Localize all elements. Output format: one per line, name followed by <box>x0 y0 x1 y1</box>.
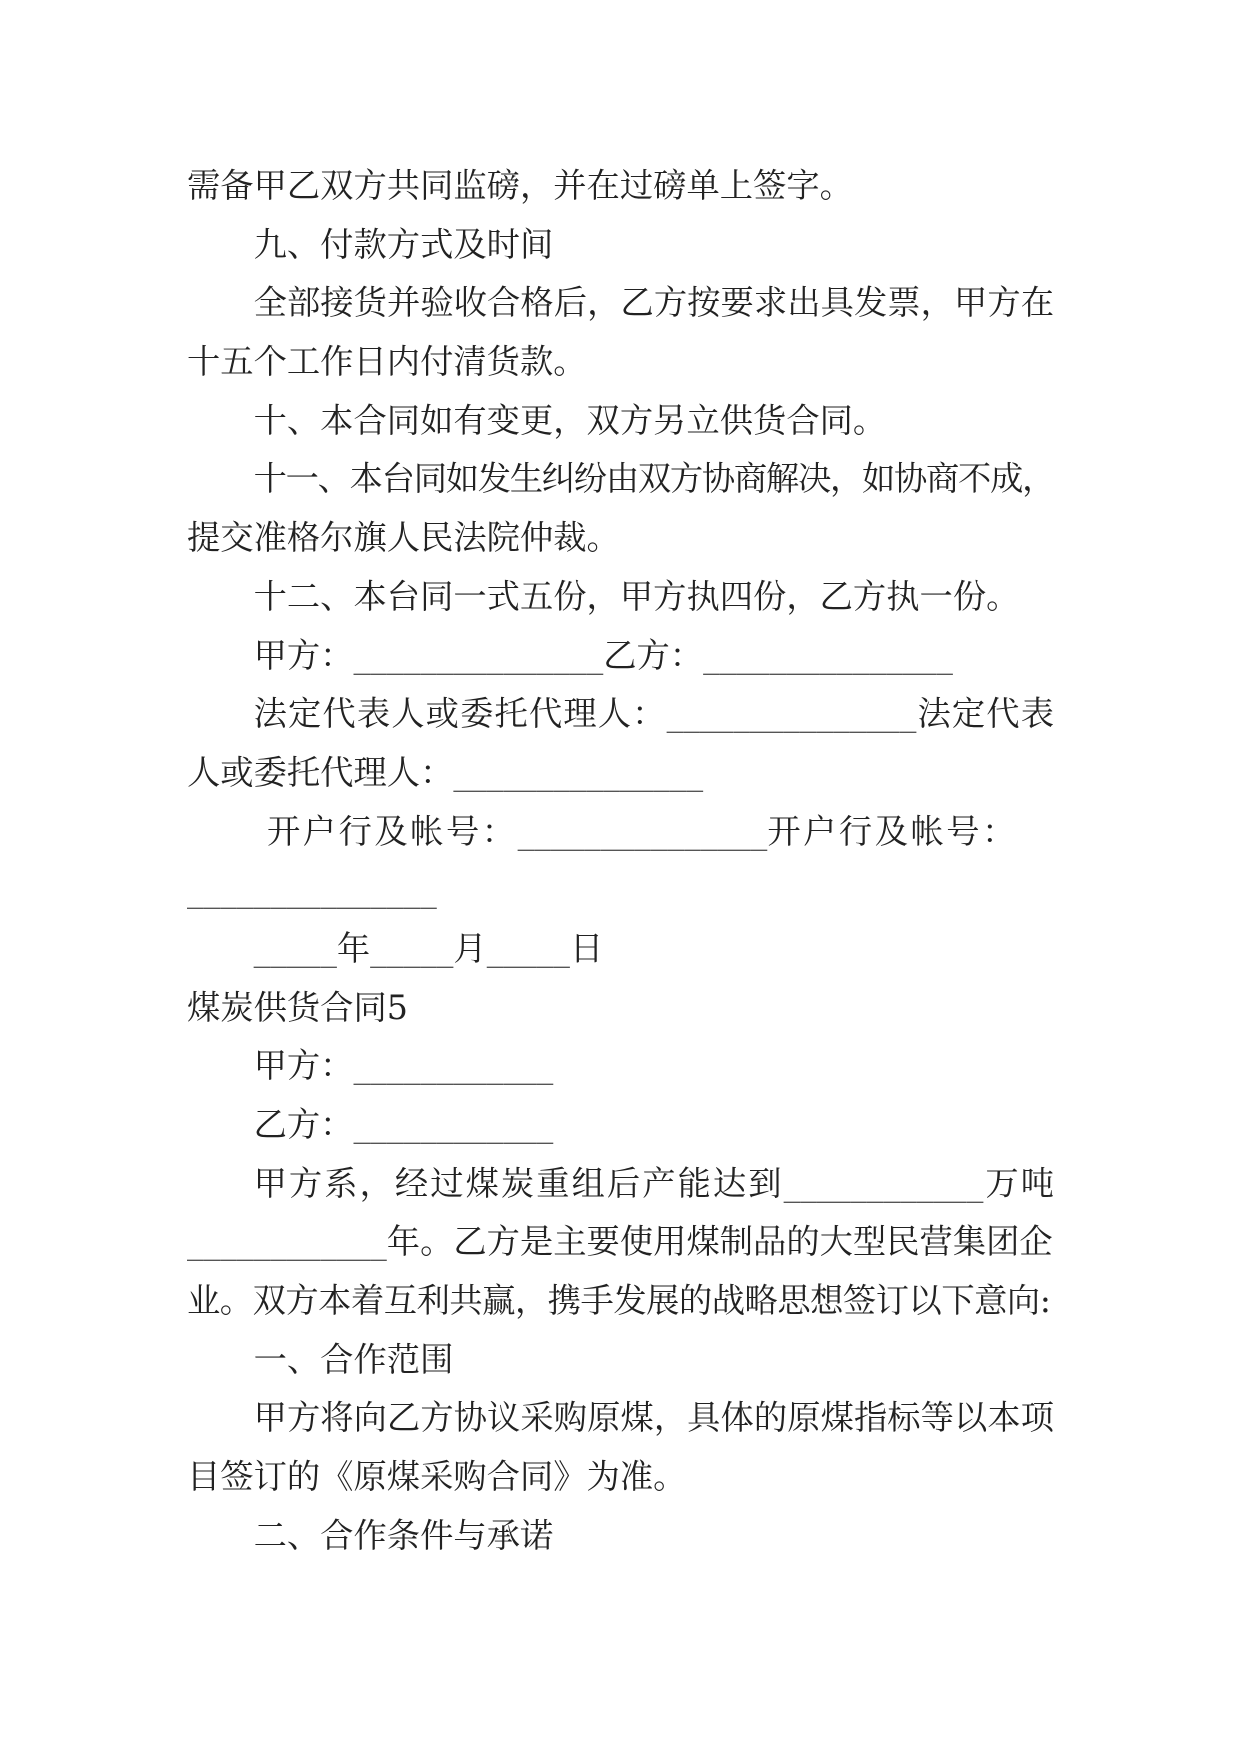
bank-account-line-continued <box>187 861 1054 920</box>
representative-label-end: 人或委托代理人： <box>187 752 454 792</box>
party-b-label: 乙方： <box>253 1105 354 1144</box>
paragraph-line: 目签订的《原煤采购合同》为准。 <box>187 1457 687 1497</box>
party-a-blank: ____________ <box>353 1046 554 1086</box>
day-blank: _____ <box>486 928 570 968</box>
paragraph-line: 十五个工作日内付清货款。 <box>187 342 587 382</box>
representative-blank: _______________ <box>666 694 917 734</box>
bank-account-label: 开户行及帐号： <box>267 811 518 851</box>
representative-label: 法定代表人或委托代理人： <box>253 694 667 734</box>
bank-account-label: 开户行及帐号： <box>767 811 1018 851</box>
clause-12: 十二、本台同一式五份，甲方执四份，乙方执一份。 <box>253 576 1020 616</box>
party-a-line <box>187 1037 1054 1096</box>
paragraph-text: 年。乙方是主要使用煤制品的大型民营集团企 <box>386 1222 1053 1262</box>
paragraph-line: 提交准格尔旗人民法院仲裁。 <box>187 518 620 558</box>
representative-label-continued: 法定代表 <box>916 694 1055 734</box>
signature-party-line <box>187 627 1054 686</box>
party-b-line <box>187 1096 1054 1155</box>
clause-9-heading: 九、付款方式及时间 <box>253 224 554 264</box>
paragraph-line: 甲方将向乙方协议采购原煤，具体的原煤指标等以本项 <box>253 1398 1054 1438</box>
representative-line-continued <box>187 744 1054 803</box>
year-label: 年 <box>336 928 371 968</box>
party-b-blank: _______________ <box>703 635 953 675</box>
paragraph-line: 需备甲乙双方共同监磅，并在过磅单上签字。 <box>187 166 853 205</box>
paragraph-line: 全部接货并验收合格后，乙方按要求出具发票，甲方在 <box>253 283 1054 323</box>
party-a-label: 甲方： <box>253 1046 354 1086</box>
day-label: 日 <box>569 928 604 968</box>
bank-account-line <box>187 803 1054 862</box>
bank-account-blank: _______________ <box>187 870 437 910</box>
representative-blank: _______________ <box>453 752 704 792</box>
month-label: 月 <box>453 928 487 968</box>
representative-line <box>187 685 1054 744</box>
paragraph-line <box>187 1155 1054 1214</box>
paragraph-line: 业。双方本着互利共赢，携手发展的战略思想签订以下意向: <box>187 1281 1051 1321</box>
capacity-text: 甲方系，经过煤炭重组后产能达到 <box>253 1163 784 1203</box>
clause-10: 十、本合同如有变更，双方另立供货合同。 <box>253 400 887 440</box>
document-body <box>187 157 1054 1566</box>
year-blank: ____________ <box>187 1222 387 1262</box>
party-a-blank: _______________ <box>353 635 604 675</box>
party-a-label: 甲方： <box>253 635 354 675</box>
capacity-unit: 万吨 <box>983 1163 1055 1203</box>
capacity-blank: ____________ <box>783 1163 984 1203</box>
contract-title: 煤炭供货合同5 <box>187 987 408 1027</box>
section-2-heading: 二、合作条件与承诺 <box>253 1515 554 1555</box>
party-b-blank: ____________ <box>353 1105 554 1144</box>
year-blank: _____ <box>253 928 337 968</box>
section-1-heading: 一、合作范围 <box>253 1339 454 1379</box>
paragraph-line <box>187 1213 1054 1272</box>
party-b-label: 乙方： <box>603 635 704 675</box>
clause-11: 十一、本台同如发生纠纷由双方协商解决，如协商不成， <box>253 459 1054 499</box>
date-line <box>187 920 1054 979</box>
month-blank: _____ <box>370 928 454 968</box>
bank-account-blank: _______________ <box>517 811 768 851</box>
